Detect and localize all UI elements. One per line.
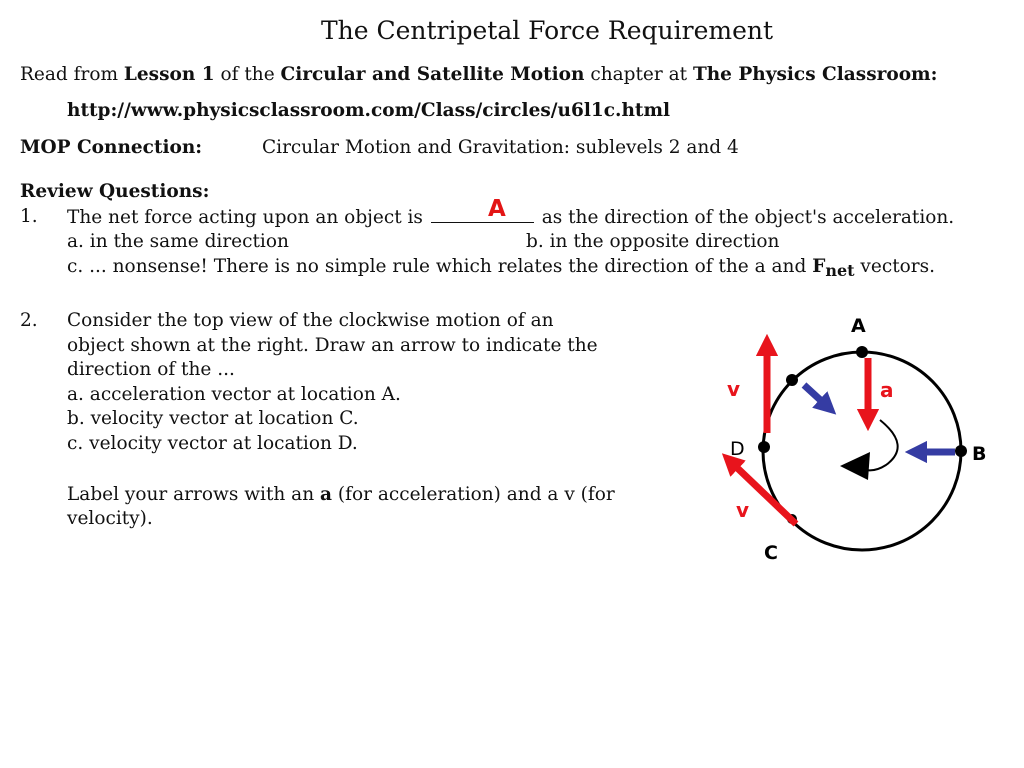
q2-label-line-1: Label your arrows with an a (for acceleration) and a v (for [67,484,615,505]
q2-label-line-2: velocity). [67,508,153,529]
label-a-bold: a [320,484,333,505]
lesson-url[interactable]: http://www.physicsclassroom.com/Class/circles/u6l1c.html [67,100,671,121]
q1-stem-before: The net force acting upon an object is [67,207,423,228]
site-name: The Physics Classroom: [692,64,938,85]
q1-option-a: a. in the same direction [67,231,289,252]
label-v-top: v [727,377,741,401]
q2-line-2: object shown at the right. Draw an arrow to indicate the [67,335,598,356]
label-a: a [880,378,894,402]
label-point-b: B [972,443,987,465]
q1-option-b: b. in the opposite direction [526,231,780,252]
q2-part-c: c. velocity vector at location D. [67,433,358,454]
page-title: The Centripetal Force Requirement [320,16,774,45]
label-v-bottom: v [736,498,750,522]
label-point-a: A [851,315,866,337]
q1-stem-after: as the direction of the object's acceleration. [541,207,955,228]
point-upper-left-dot [786,374,798,386]
q1-option-c-end: vectors. [854,256,935,277]
label-point-c: C [764,542,778,564]
handwritten-answer-a: A [488,196,506,222]
mop-value: Circular Motion and Gravitation: sublevels 2 and 4 [262,137,739,158]
label-point-d: D [730,438,745,460]
blue-arrow-upper-left [804,385,828,407]
intro-middle: of the [214,64,281,85]
mop-label: MOP Connection: [20,137,203,158]
lesson-name: Lesson 1 [123,64,215,85]
q2-line-1: Consider the top view of the clockwise motion of an [67,310,554,331]
intro-suffix: chapter at [584,64,693,85]
point-b-dot [955,445,967,457]
q2-part-a: a. acceleration vector at location A. [67,384,401,405]
q1-number: 1. [20,206,38,227]
point-a-dot [856,346,868,358]
fnet-symbol: $F_{net}$ [812,256,855,280]
q2-number: 2. [20,310,38,331]
q2-part-b: b. velocity vector at location C. [67,408,359,429]
chapter-name: Circular and Satellite Motion [280,64,585,85]
review-heading: Review Questions: [20,181,210,202]
intro-prefix: Read from [20,64,124,85]
clockwise-arrowhead [840,452,870,480]
point-d-dot [758,441,770,453]
q1-option-c-text: c. ... nonsense! There is no simple rule which relates the direction of the a and [67,256,807,277]
q2-line-3: direction of the ... [67,359,235,380]
